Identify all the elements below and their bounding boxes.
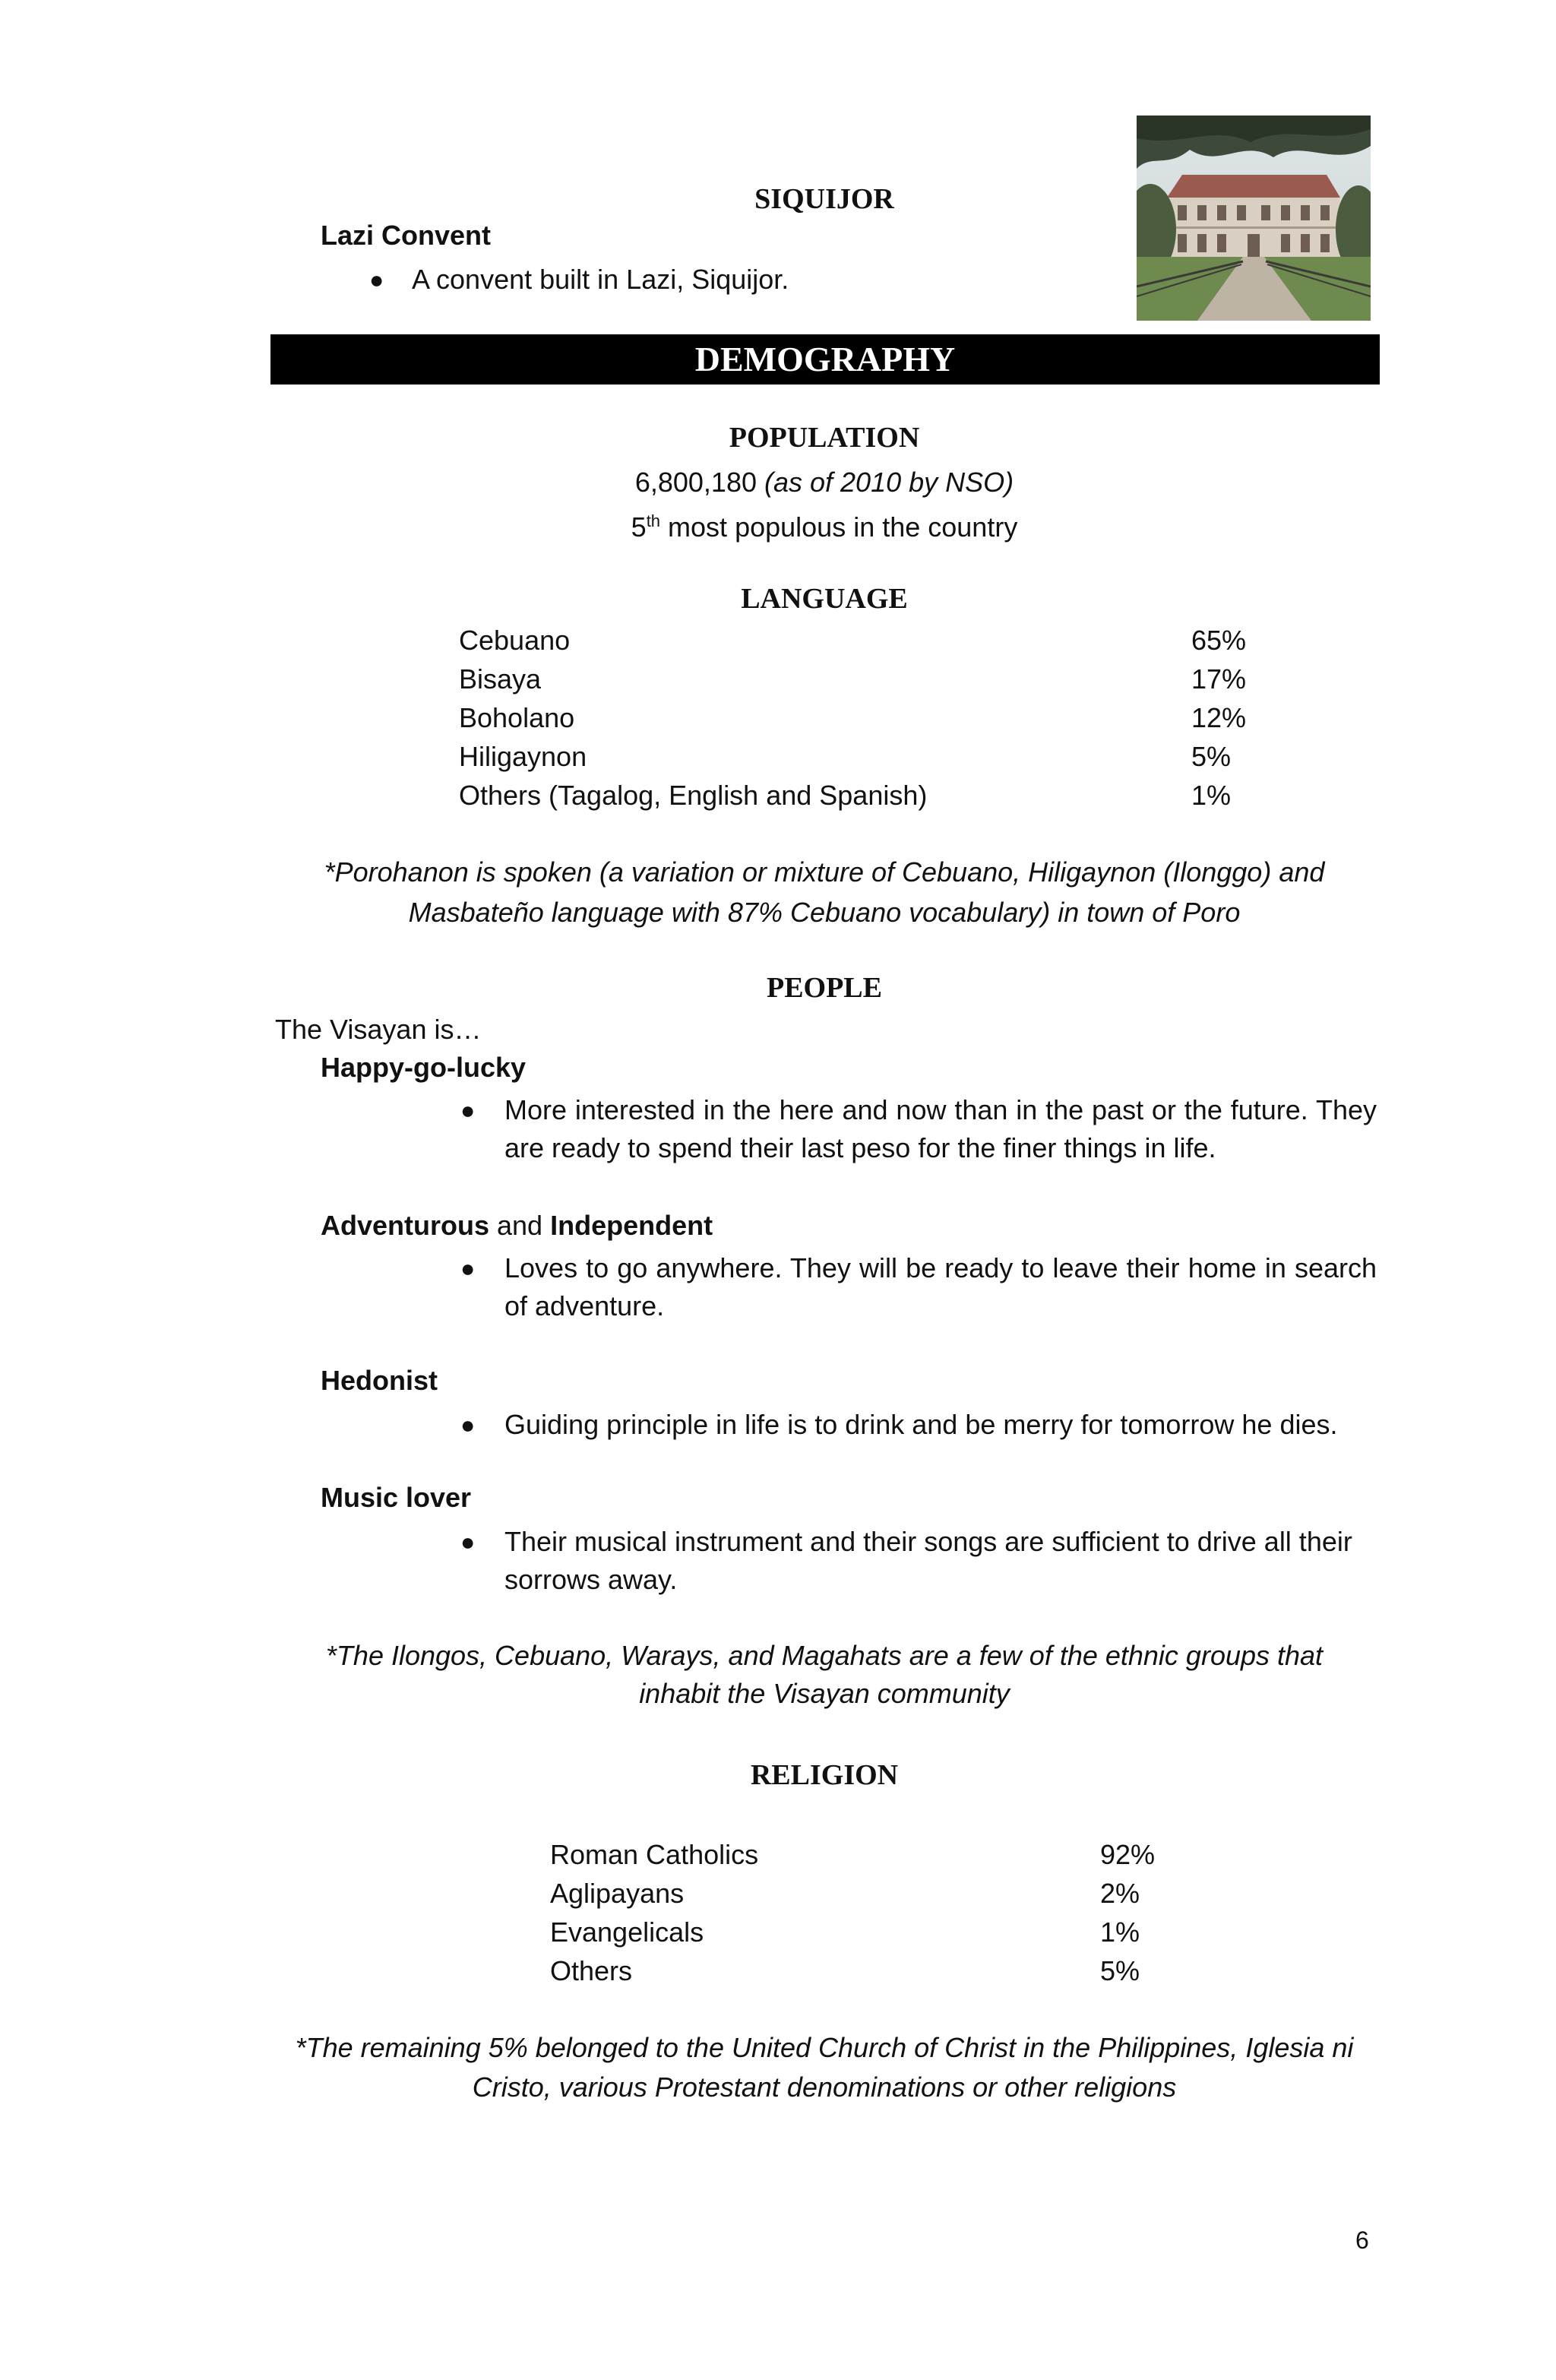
demography-title: DEMOGRAPHY <box>694 340 956 378</box>
language-row: Cebuano <box>459 625 571 656</box>
religion-pct: 1% <box>1100 1916 1140 1948</box>
language-pct: 17% <box>1191 663 1247 695</box>
people-intro: The Visayan is… <box>275 1014 482 1045</box>
language-pct: 65% <box>1191 625 1247 656</box>
population-rank-text: most populous in the country <box>660 511 1018 543</box>
trait-and-word: and <box>489 1210 551 1241</box>
bullet-icon: ● <box>369 266 384 293</box>
language-pct: 12% <box>1191 702 1247 733</box>
page-number: 6 <box>1355 2227 1369 2254</box>
people-note-line1: *The Ilongos, Cebuano, Warays, and Magahats are a few of the ethnic groups that <box>325 1640 1324 1671</box>
religion-note-line2: Cristo, various Protestant denominations or other religions <box>472 2071 1177 2103</box>
trait-music-lover-desc: Their musical instrument and their songs are sufficient to drive all their sorrows away. <box>504 1526 1352 1595</box>
lazi-convent-photo <box>1137 116 1371 321</box>
trait-happy-go-lucky-title: Happy-go-lucky <box>321 1052 527 1083</box>
trait-adventurous-word: Adventurous <box>321 1210 490 1241</box>
language-row: Hiligaynon <box>459 741 587 772</box>
population-note: (as of 2010 by NSO) <box>764 467 1014 498</box>
language-note-line1: *Porohanon is spoken (a variation or mixture of Cebuano, Hiligaynon (Ilonggo) and <box>324 856 1325 888</box>
convent-image <box>1137 116 1371 321</box>
lazi-convent-title: Lazi Convent <box>321 220 492 251</box>
bullet-icon: ● <box>460 1097 476 1124</box>
language-row: Bisaya <box>459 663 542 695</box>
religion-row: Aglipayans <box>550 1878 685 1909</box>
religion-row: Evangelicals <box>550 1916 704 1948</box>
trait-adventurous-desc: Loves to go anywhere. They will be ready to leave their home in search of adventure. <box>504 1252 1377 1321</box>
population-heading: POPULATION <box>729 422 920 454</box>
trait-independent-word: Independent <box>550 1210 713 1241</box>
religion-heading: RELIGION <box>750 1759 899 1791</box>
religion-row: Roman Catholics <box>550 1839 759 1870</box>
bullet-icon: ● <box>460 1411 476 1438</box>
religion-note-line1: *The remaining 5% belonged to the United Church of Christ in the Philippines, Iglesia ni <box>295 2032 1354 2063</box>
lazi-convent-bullet: A convent built in Lazi, Siquijor. <box>412 264 789 295</box>
language-heading: LANGUAGE <box>741 583 908 615</box>
language-row: Others (Tagalog, English and Spanish) <box>459 780 928 811</box>
trait-hedonist-desc: Guiding principle in life is to drink and be merry for tomorrow he dies. <box>504 1409 1338 1440</box>
religion-pct: 5% <box>1100 1955 1140 1986</box>
trait-adventurous-title <box>321 1207 713 1245</box>
population-rank-number: 5 <box>631 511 647 543</box>
religion-row: Others <box>550 1955 633 1986</box>
demography-banner <box>270 334 1380 385</box>
bullet-icon: ● <box>460 1255 476 1282</box>
trait-music-lover-title: Music lover <box>321 1482 472 1513</box>
population-rank-suffix: th <box>646 511 661 530</box>
religion-pct: 92% <box>1100 1839 1156 1870</box>
language-note-line2: Masbateño language with 87% Cebuano vocabulary) in town of Poro <box>408 897 1241 928</box>
language-row: Boholano <box>459 702 575 733</box>
language-pct: 5% <box>1191 741 1232 772</box>
siquijor-heading: SIQUIJOR <box>754 183 894 215</box>
people-note-line2: inhabit the Visayan community <box>639 1678 1010 1709</box>
bullet-icon: ● <box>460 1528 476 1556</box>
population-rank-line <box>0 502 1556 546</box>
trait-happy-go-lucky-desc: More interested in the here and now than in the past or the future. They are ready to spend their last peso for the finer things in life. <box>504 1094 1377 1163</box>
population-value-line <box>0 464 1556 502</box>
population-value: 6,800,180 <box>634 467 757 498</box>
religion-pct: 2% <box>1100 1878 1140 1909</box>
trait-hedonist-title: Hedonist <box>321 1365 438 1396</box>
people-heading: PEOPLE <box>766 972 883 1004</box>
language-pct: 1% <box>1191 780 1232 811</box>
